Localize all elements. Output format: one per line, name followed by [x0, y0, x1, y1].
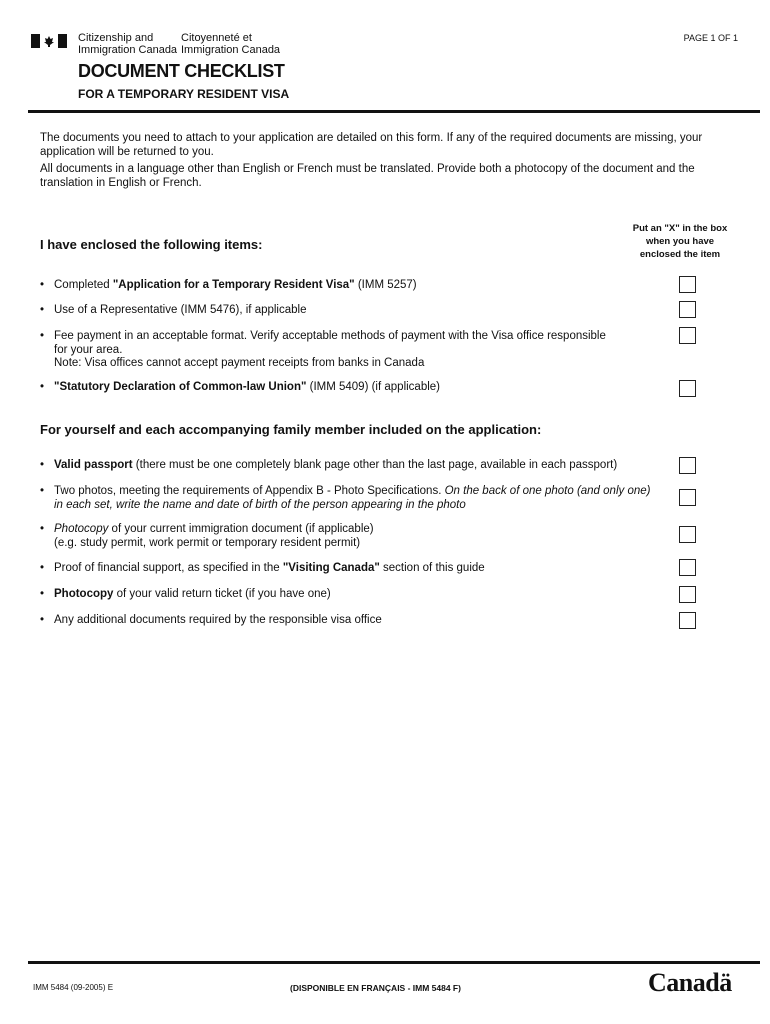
- checkbox-passport[interactable]: [679, 457, 696, 474]
- list-item: • Proof of financial support, as specified in the "Visiting Canada" section of this guide: [40, 562, 485, 574]
- list-item: • Photocopy of your valid return ticket (if you have one): [40, 588, 331, 600]
- list-item: • Any additional documents required by the responsible visa office: [40, 614, 382, 626]
- dept-en-line1: Citizenship and: [78, 32, 154, 44]
- page-title: DOCUMENT CHECKLIST: [78, 61, 285, 81]
- department-name-fr: [181, 32, 280, 56]
- page-indicator: PAGE 1 OF 1: [683, 33, 738, 43]
- instruction-line: enclosed the item: [639, 249, 721, 260]
- french-availability-note: (DISPONIBLE EN FRANÇAIS - IMM 5484 F): [290, 983, 461, 993]
- list-item: • Two photos, meeting the requirements of Appendix B - Photo Specifications. On the back of one photo (and only one) in each set, write the name and date of birth of the person appearing in the photo: [40, 485, 651, 511]
- checkbox-financial-support[interactable]: [679, 559, 696, 576]
- instruction-line: when you have: [645, 236, 715, 247]
- dept-fr-line2: Immigration Canada: [181, 44, 281, 56]
- dept-fr-line1: Citoyenneté et: [181, 32, 252, 44]
- checkbox-additional-documents[interactable]: [679, 612, 696, 629]
- section2-heading: For yourself and each accompanying family member included on the application:: [40, 422, 542, 437]
- canada-wordmark: Canadä: [648, 968, 732, 997]
- checkbox-common-law[interactable]: [679, 380, 696, 397]
- page-subtitle: FOR A TEMPORARY RESIDENT VISA: [78, 87, 290, 101]
- intro-paragraph-2: All documents in a language other than English or French must be translated. Provide both a photocopy of the document and the translation in English or French.: [40, 163, 695, 189]
- intro-paragraph-1: The documents you need to attach to your application are detailed on this form. If any of the required documents are missing, your application will be returned to you.: [40, 132, 703, 158]
- department-name-en: [78, 32, 177, 56]
- checkbox-return-ticket[interactable]: [679, 586, 696, 603]
- list-item: • Photocopy of your current immigration document (if applicable) (e.g. study permit, work permit or temporary resident permit): [40, 523, 374, 549]
- checkbox-immigration-document[interactable]: [679, 526, 696, 543]
- dept-en-line2: Immigration Canada: [78, 44, 178, 56]
- list-item: • Valid passport (there must be one completely blank page other than the last page, available in each passport): [40, 459, 618, 471]
- list-item: • Use of a Representative (IMM 5476), if applicable: [40, 304, 307, 316]
- form-id: IMM 5484 (09-2005) E: [33, 983, 114, 992]
- checkbox-representative[interactable]: [679, 301, 696, 318]
- canada-flag-icon: [31, 34, 67, 48]
- checkbox-photos[interactable]: [679, 489, 696, 506]
- section1-heading: I have enclosed the following items:: [40, 237, 263, 252]
- list-item: • "Statutory Declaration of Common-law Union" (IMM 5409) (if applicable): [40, 381, 440, 393]
- list-item: • Completed "Application for a Temporary Resident Visa" (IMM 5257): [40, 279, 417, 291]
- list-item: • Fee payment in an acceptable format. Verify acceptable methods of payment with the Visa office responsible for your area. Note: Visa offices cannot accept payment receipts from banks in Canada: [40, 330, 606, 369]
- instruction-line: Put an "X" in the box: [632, 223, 728, 234]
- checkbox-application-form[interactable]: [679, 276, 696, 293]
- header-divider: [28, 110, 760, 113]
- footer-divider: [28, 961, 760, 964]
- checkbox-instruction: [605, 222, 755, 261]
- checkbox-fee-payment[interactable]: [679, 327, 696, 344]
